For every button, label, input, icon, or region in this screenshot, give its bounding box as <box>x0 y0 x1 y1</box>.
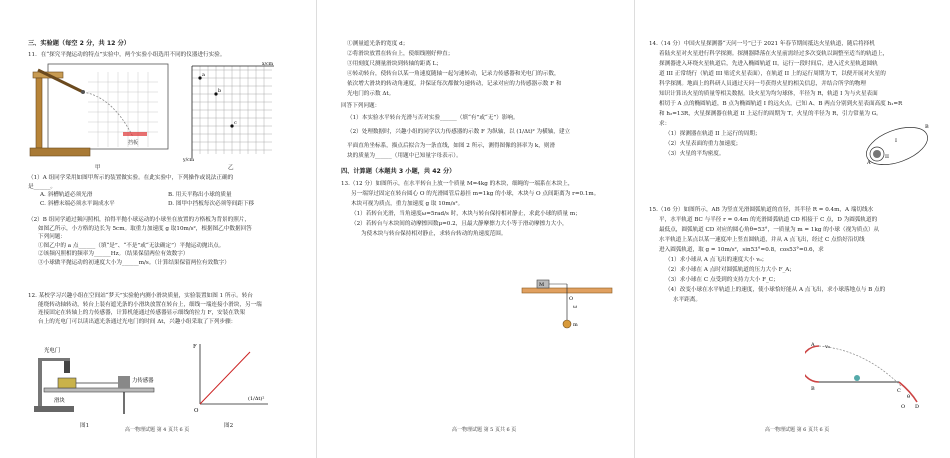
q11-part2-line: 下列问题： <box>38 234 66 241</box>
option-c: C. 斜槽末端必须水平调成水平 <box>40 200 115 207</box>
step-line: （1）本实验水平转台光滑与否对实验______（填“有”或“无”）影响。 <box>347 115 519 121</box>
q11-part1-line: （1）A 组同学采用如图甲所示的装置做实验。在此实验中，下列操作或说法正确的 <box>28 175 234 181</box>
figure-yi-grid <box>182 62 282 162</box>
step-line: （2）处理数据时，兴趣小组的同学以力传感器的示数 F 为纵轴，以 (1/Δt)² 为横轴，建立 <box>347 129 571 135</box>
q14-line: 求： <box>659 121 671 127</box>
q14-line: 相切于 A 点的椭圆轨道，B 点为椭圆轨道 I 的远火点，已知 A、B 两点分别到火星表面高度 h₁=R <box>659 101 903 107</box>
q13-line: 另一端穿过固定在转台圆心 O 的光滑圆管后悬挂 m=1kg 的小球，木块与 O 点间距离为 r=0.1m。 <box>351 191 600 197</box>
figure-orbits <box>855 118 935 178</box>
section-title-experiments: 三、实验题（每空 2 分，共 12 分） <box>28 40 130 47</box>
track-point-D: D <box>915 404 920 410</box>
axis-inv-dt-sq: (1/Δt)² <box>248 396 265 402</box>
q13-line: 13.（12 分）如图所示，在水平转台上放一个质量 M=4kg 的木块，细绳的一端系在木块上， <box>341 181 574 187</box>
step-line: 光电门的示数 Δt。 <box>347 91 395 97</box>
track-v0: v₀ <box>825 344 830 350</box>
q15-line: （2）求小球在 A 点时对圆弧轨道的压力大小 F_A； <box>665 267 795 273</box>
q14-line: 探测器进入环绕火星轨道后，先进入椭圆轨道 II，运行一段时间后，进入近火星轨道圆轨 <box>659 61 878 67</box>
q11-part2-line: ①图乙中的 a 点______（填“是”、“不是”或“无法确定”）平抛运动抛出点。 <box>38 242 225 249</box>
figure-2-graph <box>190 342 270 414</box>
track-theta: θ <box>907 394 911 400</box>
q14-sub: （3）火星的平均密度。 <box>665 151 725 157</box>
q11-part2-line: ②该频闪照相的频率为______Hz。（结果保留两位有效数字） <box>38 251 189 258</box>
label-slider: 滑块 <box>54 398 65 404</box>
track-point-A: A <box>811 342 815 348</box>
label-photogate: 光电门 <box>44 348 61 354</box>
figure-2-caption: 图2 <box>224 423 234 429</box>
axis-F: F <box>193 344 197 350</box>
q15-line: 最低点，圆弧轨道 CD 对应的圆心角θ=53°，一质量为 m = 1kg 的小球（视为质点）从 <box>659 227 880 233</box>
step-line: 平面直角坐标系，描点后拟合为一条直线，如图 2 所示，测得图像的斜率为 k，则滑 <box>347 143 556 149</box>
track-point-C: C <box>897 388 901 394</box>
step-line: ③用刻度尺测量滑块到转轴的距离 L； <box>347 61 442 67</box>
section-title-calculation: 四、计算题（本题共 3 小题，共 42 分） <box>341 168 456 175</box>
step-line: ④转动转台，使转台以某一角速度随轴一起匀速转动，记录力传感器和光电门的示数， <box>347 71 560 77</box>
label-m: m <box>573 322 578 328</box>
step-line: ①测量遮光条的宽度 d； <box>347 41 409 47</box>
option-d: D. 图甲中挡板每次必须等间距下移 <box>168 200 255 207</box>
option-a: A. 斜槽轨道必须光滑 <box>40 192 93 199</box>
q12-line: 12. 某校学习兴趣小组在空间站“梦天”实验舱内测小滑块质量，实验装置如图 1 所示。转台 <box>28 293 253 299</box>
figure-1-caption: 图1 <box>80 423 90 429</box>
page-footer: 高一物理试题 第 5 页共 6 页 <box>452 426 517 433</box>
q13-line: （1）若转台光滑，当角速度ω=5rad/s 时，木块与转台保持相对静止，求此小球的质量 m； <box>351 211 581 217</box>
point-b: b <box>218 88 222 94</box>
track-point-O: O <box>901 404 906 410</box>
q14-sub: （2）火星表面的重力加速度； <box>665 141 742 147</box>
step-line: 依次增大滑块的转动角速度，并保证每次都做匀速转动，记录对应的力传感器示数 F 和 <box>347 81 562 87</box>
exam-page-4 <box>0 0 316 458</box>
exam-page-6 <box>634 0 950 458</box>
q12-line: 能绕转动轴转动，转台上装有遮光条的小滑块放置在转台上，细线一端连接小滑块，另一端 <box>38 301 262 308</box>
figure-jia-apparatus <box>28 62 178 162</box>
q14-line: 科学探测。地面上的科研人员通过天问一号获得火星的相关信息，并结合所学的物理 <box>659 81 866 87</box>
q15-line: （1）求小球从 A 点飞出的速度大小 v₀； <box>665 257 768 263</box>
q15-line: 水平轨道上某点以某一速度冲上竖直圆轨道，并从 A 点飞出，经过 C 点恰好沿切线 <box>659 237 865 243</box>
q11-part2-line: （2）B 组同学通过频闪照相，拍得平抛小球运动的小球坐在放置的方格板为背景的照片， <box>28 217 251 223</box>
figure-yi-caption: 乙 <box>228 165 234 171</box>
option-b: B. 用天平称出小球的质量 <box>168 192 232 199</box>
q14-line: 14.（14 分）中国火星探测器“天问一号”已于 2021 年春节期间抵达火星轨道，随后将择机 <box>649 41 875 47</box>
exam-page-5 <box>316 0 635 458</box>
q14-line: 道 III 正常绕行（轨道 III 贴近火星表面），在轨道 II 上的运行周期为 T，以便开展对火星的 <box>659 71 886 77</box>
figure-track <box>805 340 925 410</box>
label-O: O <box>569 296 574 302</box>
q15-line: （3）求小球在 C 点受到的支持力大小 F_C； <box>665 277 779 283</box>
q15-line: 进入圆弧轨道，取 g = 10m/s²，sin53°=0.8，cos53°=0.6，求 <box>659 247 824 253</box>
page-footer: 高一物理试题 第 6 页共 6 页 <box>765 426 830 433</box>
q12-line: 连接固定在转轴上的力传感器，计算机能通过传感器显示细线的拉力 F，安装在铁架 <box>38 310 246 317</box>
q14-line: 知识计算出火星的质量等相关数据。设火星为均匀球体，半径为 R，轨道 I 为与火星表面 <box>659 91 878 97</box>
q15-line: 15.（16 分）如图所示，AB 为竖直光滑圆弧轨道的直径，其半径 R = 0.4m，A 端切线水 <box>649 207 874 213</box>
origin-O: O <box>194 408 199 414</box>
point-c: c <box>234 120 237 126</box>
q12-line: 台上的光电门可以读出遮光条通过光电门的时间 Δt，兴趣小组采取了下列步骤： <box>38 318 237 325</box>
figure-q13-turntable <box>517 276 617 336</box>
axis-y-label: y/cm <box>183 158 195 162</box>
board-label: 挡板 <box>128 140 139 146</box>
label-M: M <box>539 282 545 288</box>
step-line: ②将滑块放置在转台上，使细线刚好伸直； <box>347 51 454 57</box>
q14-sub: （1）探测器在轨道 II 上运行的周期； <box>665 131 761 137</box>
orbit-label-II: II <box>885 154 889 160</box>
orbit-point-B: B <box>925 124 929 130</box>
page-footer: 高一物理试题 第 4 页共 6 页 <box>125 426 190 433</box>
figure-1-turntable <box>34 340 164 420</box>
q11-part2-line: ③小球做平抛运动的初速度大小为______m/s。（计算结果保留两位有效数字） <box>38 260 230 266</box>
axis-x-label: x/cm <box>262 62 274 67</box>
q15-line: （4）改变小球在水平轨道上的速度，使小球恰好能从 A 点飞出，求小球落地点与 B 点的 <box>665 287 886 293</box>
step-line: 回答下列问题： <box>341 103 381 109</box>
point-a: a <box>202 72 205 78</box>
q14-line: 着陆火星对火星进行科学探测。探测器降落在火星前需经过多次变轨以调整至适当的轨道上， <box>659 51 889 57</box>
q14-line: 和 h₂=13R，火星探测器在轨道 II 上运行的周期为 T，火星的半径为 R，引力常量为 G。 <box>659 111 882 117</box>
figure-jia-caption: 甲 <box>95 165 101 171</box>
q13-line: 为使木块与转台保持相对静止，求转台转动的角速度范围。 <box>361 231 507 237</box>
q11-intro: 11．在“探究平抛运动的特点”实验中，两个实验小组选用不同的仪器进行实验。 <box>28 52 226 58</box>
q15-line: 水平距离。 <box>673 297 701 303</box>
orbit-label-I: I <box>895 138 897 144</box>
q11-part2-line: 如图乙所示，小方格的边长为 5cm。取重力加速度 g 取10m/s²，根据图乙中数据回答 <box>38 225 252 232</box>
track-point-B: B <box>811 386 815 392</box>
orbit-point-A: A <box>867 160 871 166</box>
step-line: 块的质量为______（用题中已知量字母表示）。 <box>347 153 462 159</box>
label-force-sensor: 力传感器 <box>132 378 154 384</box>
q13-line: 木块可视为质点，重力加速度 g 取 10m/s²。 <box>351 201 464 207</box>
q11-part1-line: 是______。 <box>28 183 56 190</box>
q13-line: （2）若转台与木块间的动摩擦因数μ=0.2，且最大静摩擦力大小等于滑动摩擦力大小， <box>351 221 568 227</box>
q15-line: 平，水平轨道 BC 与半径 r = 0.4m 的光滑圆弧轨道 CD 相接于 C 点，D 为圆弧轨道的 <box>659 217 878 223</box>
label-omega: ω <box>573 304 578 310</box>
